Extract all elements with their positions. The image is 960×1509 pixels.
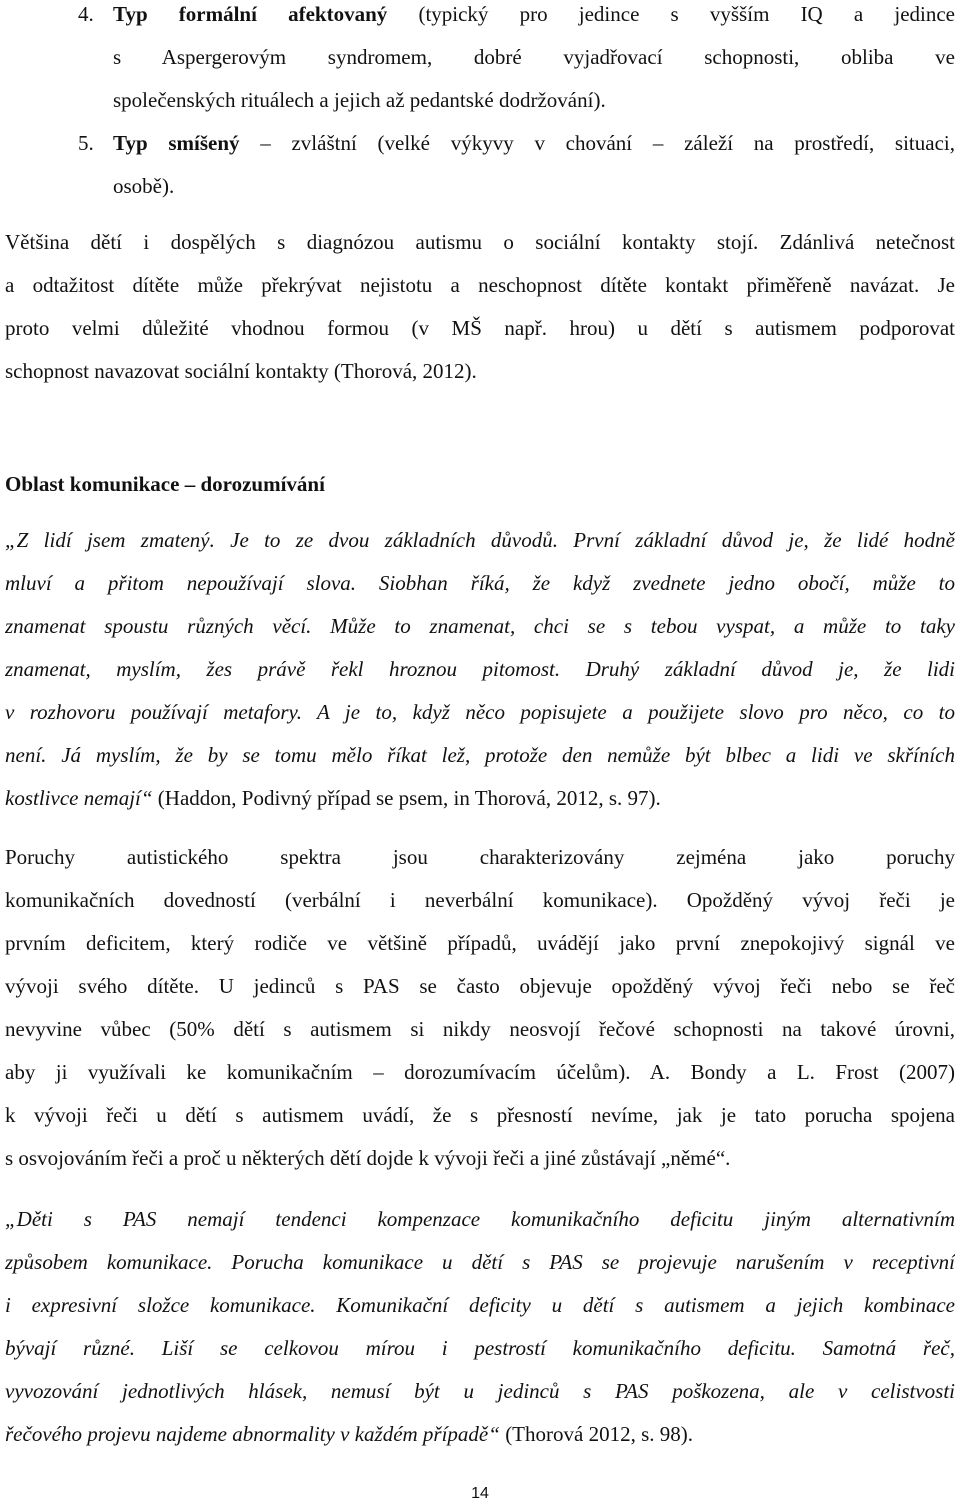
list-item-5-line-1	[78, 129, 955, 172]
quote-line: bývají různé. Liší se celkovou mírou i pestrostí komunikačního deficitu. Samotná řeč,	[5, 1336, 955, 1360]
list-number: 5.	[78, 131, 94, 155]
quote-text: kostlivce nemají“	[5, 786, 153, 810]
quote-line: „Z lidí jsem zmatený. Je to ze dvou základních důvodů. První základní důvod je, že lidé hodně	[5, 528, 955, 552]
quote-line: způsobem komunikace. Porucha komunikace u dětí s PAS se projevuje narušením v receptivní	[5, 1250, 955, 1274]
list-item-4	[78, 0, 955, 129]
paragraph-line: aby ji využívali ke komunikačním – dorozumívacím účelům). A. Bondy a L. Frost (2007)	[5, 1060, 955, 1084]
quote-line: i expresivní složce komunikace. Komunikační deficity u dětí s autismem a jejich kombinace	[5, 1293, 955, 1317]
list-item-4-line-3: společenských rituálech a jejich až pedantské dodržování).	[113, 88, 606, 112]
quote-line: vyvozování jednotlivých hlásek, nemusí být u jedinců s PAS poškozena, ale v celistvosti	[5, 1379, 955, 1403]
list-item-5	[78, 129, 955, 215]
quote-line: není. Já myslím, že by se tomu mělo říkat lež, protože den nemůže být blbec a lidi ve skříních	[5, 743, 955, 767]
list-item-title: Typ smíšený	[113, 131, 240, 155]
paragraph-line: k vývoji řeči u dětí s autismem uvádí, že s přesností nevíme, jak je tato porucha spojena	[5, 1103, 955, 1127]
paragraph-line: komunikačních dovedností (verbální i neverbální komunikace). Opožděný vývoj řeči je	[5, 888, 955, 912]
paragraph-line: schopnost navazovat sociální kontakty (Thorová, 2012).	[5, 359, 477, 383]
page-number: 14	[471, 1485, 489, 1502]
paragraph-line: Většina dětí i dospělých s diagnózou autismu o sociální kontakty stojí. Zdánlivá netečnost	[5, 230, 955, 254]
section-heading: Oblast komunikace – dorozumívání	[5, 472, 325, 496]
quote-line: znamenat spoustu různých věcí. Může to znamenat, chci se s tebou vyspat, a může to taky	[5, 614, 955, 638]
quote-line: „Děti s PAS nemají tendenci kompenzace komunikačního deficitu jiným alternativním	[5, 1207, 955, 1231]
list-item-5-line-2: osobě).	[113, 174, 175, 198]
list-number: 4.	[78, 2, 94, 26]
list-item-text: (typický pro jedince s vyšším IQ a jedince	[418, 2, 955, 26]
paragraph-line: proto velmi důležité vhodnou formou (v MŠ např. hrou) u dětí s autismem podporovat	[5, 316, 955, 340]
paragraph-line: nevyvine vůbec (50% dětí s autismem si nikdy neosvojí řečové schopnosti na takové úrovni,	[5, 1017, 955, 1041]
quote-thorova	[5, 1205, 955, 1463]
list-item-4-line-1	[78, 0, 955, 43]
quote-line: mluví a přitom nepoužívají slova. Siobhan říká, že když zvednete jedno obočí, může to	[5, 571, 955, 595]
citation: (Thorová 2012, s. 98).	[505, 1422, 693, 1446]
quote-last-line	[5, 1420, 955, 1463]
paragraph-communication	[5, 843, 955, 1187]
quote-line: znamenat, myslím, žes právě řekl hroznou pitomost. Druhý základní důvod je, že lidi	[5, 657, 955, 681]
paragraph-line: vývoji svého dítěte. U jedinců s PAS se často objevuje opožděný vývoj řeči nebo se řeč	[5, 974, 955, 998]
list-item-title: Typ formální afektovaný	[113, 2, 388, 26]
paragraph-social-contacts	[5, 228, 955, 400]
paragraph-line: s osvojováním řeči a proč u některých dětí dojde k vývoji řeči a jiné zůstávají „němé“.	[5, 1146, 731, 1170]
paragraph-line: a odtažitost dítěte může překrývat nejistotu a neschopnost dítěte kontakt přiměřeně navázat. Je	[5, 273, 955, 297]
quote-haddon	[5, 526, 955, 827]
citation: (Haddon, Podivný případ se psem, in Thorová, 2012, s. 97).	[157, 786, 661, 810]
quote-text: řečového projevu najdeme abnormality v každém případě“	[5, 1422, 500, 1446]
quote-last-line	[5, 784, 955, 827]
list-item-text: – zvláštní (velké výkyvy v chování – záleží na prostředí, situaci,	[260, 131, 955, 155]
paragraph-line: prvním deficitem, který rodiče ve většině případů, uvádějí jako první znepokojivý signál ve	[5, 931, 955, 955]
quote-line: v rozhovoru používají metafory. A je to, když něco popisujete a použijete slovo pro něco, co to	[5, 700, 955, 724]
list-item-4-line-2: s Aspergerovým syndromem, dobré vyjadřovací schopnosti, obliba ve	[113, 45, 955, 69]
paragraph-line: Poruchy autistického spektra jsou charakterizovány zejména jako poruchy	[5, 845, 955, 869]
